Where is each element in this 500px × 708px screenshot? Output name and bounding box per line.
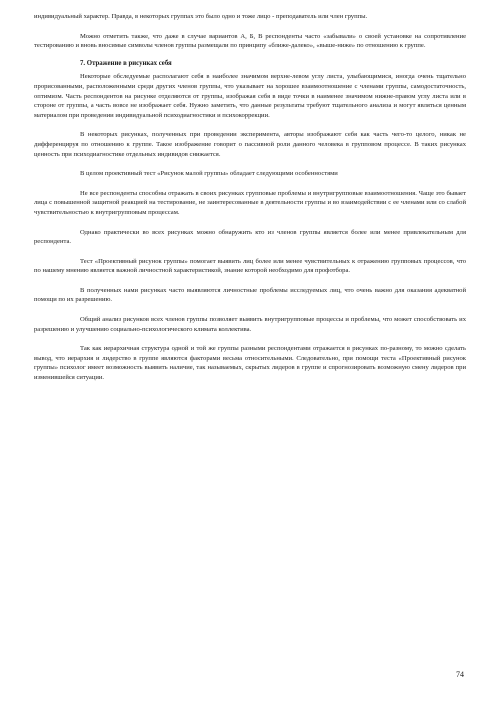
page-number: 74 <box>456 670 464 679</box>
paragraph-self-placement: Некоторые обследуемые располагают себя в наиболее значимом верхне-левом углу листа, улыбающимися, иногда очень тщательно прорисованными, расположенными среди других членов группы, что указывает на хорошее взаимоотношение с членами группы, самодостаточность, оптимизм. Часть респондентов на рисунке отделяются от группы, изображая себя в виде точки в наименее значимом нижне-правом углу листа или в стороне от группы, а часть вовсе не изображает себя. Нужно заметить, что данные результаты требуют тщательного анализа и могут являться ценным материалом при проведении индивидуальной психодиагностики и психокоррекции. <box>34 73 466 119</box>
paragraph-respondents-forget: Можно отметить также, что даже в случае вариантов А, Б, В респонденты часто «забывали» о своей установке на сопротивление тестированию и вновь вносимые символы членов группы размещали по принципу «ближе-далеко», «выше-ниже» по отношению к группе. <box>34 32 466 50</box>
document-page <box>34 12 466 383</box>
paragraph-sensitivity: Тест «Проективный рисунок группы» помогает выявить лиц более или менее чувствительных к отражению групповых процессов, что по нашему мнению является важной личностной характеристикой, знание которой необходимо для профотбора. <box>34 257 466 275</box>
paragraph-continuation: индивидуальный характер. Правда, в некоторых группах это было одно и тоже лицо - преподаватель или член группы. <box>34 13 368 20</box>
paragraph-hidden-leaders: Так как иерархичная структура одной и той же группы разными респондентами отражается в рисунках по-разному, то можно сделать вывод, что иерархия и лидерство в группе являются факторами весьма относительными. Следовательно, при помощи теста «Проективный рисунок группы» психолог имеет возможность выявить наличие, так называемых, скрытых лидеров в группе и спрогнозировать возможную смену лидеров при изменившейся ситуации. <box>34 345 466 382</box>
section-heading: 7. Отражение в рисунках себя <box>80 59 172 67</box>
paragraph-self-as-part: В некоторых рисунках, полученных при проведении эксперимента, авторы изображают себя как часть чего-то целого, никак не дифференцируя по отношению к группе. Такое изображение говорит о пассивной роли данного человека в групповом процессе. В таких рисунках ценность при психодиагностике отдельных индивидов снижается. <box>34 131 466 158</box>
paragraph-attractiveness: Однако практически во всех рисунках можно обнаружить кто из членов группы является более или менее привлекательным для респондента. <box>34 228 466 246</box>
paragraph-personal-problems: В полученных нами рисунках часто выявляются личностные проблемы исследуемых лиц, что очень важно для оказания адекватной помощи по их разрешению. <box>34 286 466 304</box>
paragraph-general-analysis: Общий анализ рисунков всех членов группы позволяет выявить внутригрупповые процессы и проблемы, что может способствовать их разрешению и улучшению социально-психологического климата коллектива. <box>34 316 466 333</box>
paragraph-test-features: В целом проективный тест «Рисунок малой группы» обладает следующими особенностями <box>80 170 338 178</box>
paragraph-not-all-respondents: Не все респонденты способны отражать в своих рисунках групповые проблемы и внутригрупповые взаимоотношения. Чаще это бывает лица с повышенной защитной реакцией на тестирование, не заинтересованные в деятельности группы и во взаимодействии с ее членами или со слабой чувствительностью к внутригрупповым процессам. <box>34 189 466 216</box>
